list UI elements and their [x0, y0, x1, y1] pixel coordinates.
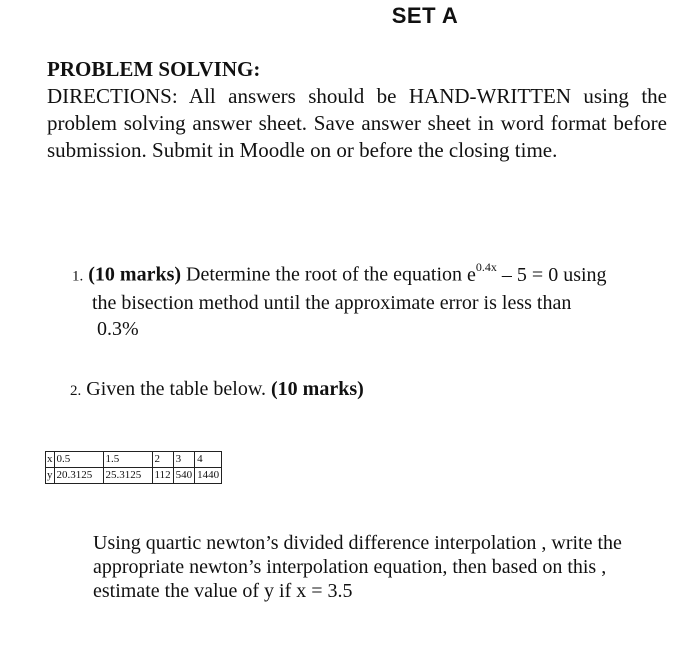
question-2-text: Given the table below.: [81, 378, 272, 400]
set-title: SET A: [391, 3, 459, 28]
table-cell: 20.3125: [54, 468, 103, 484]
equation-base: e: [467, 263, 476, 286]
directions-paragraph: DIRECTIONS: All answers should be HAND-WRITTEN using the problem solving answer sheet. Save answer sheet in word format before submission. Submit in Moodle on or before the closing time.: [47, 84, 667, 162]
equation: [467, 260, 607, 286]
question-1-line-2: the bisection method until the approximate error is less than: [92, 291, 572, 314]
question-1-number: 1.: [72, 268, 84, 285]
equation-exponent: 0.4x: [475, 260, 497, 274]
question-1-line-3: 0.3%: [97, 317, 139, 340]
data-table: [45, 451, 222, 484]
table-cell: 2: [152, 452, 173, 468]
question-1-text: Determine the root of the equation: [181, 263, 468, 286]
table-cell: 1440: [195, 468, 222, 484]
closing-instructions: Using quartic newton’s divided difference interpolation , write the appropriate newton’s interpolation equation, then based on this , estimate the value of y if x = 3.5: [93, 532, 622, 602]
section-heading: PROBLEM SOLVING:: [47, 57, 261, 81]
table-cell: 540: [173, 468, 195, 484]
equation-rest: – 5 = 0 using: [496, 263, 607, 286]
table-cell: 4: [195, 452, 222, 468]
table-label-x: x: [46, 452, 55, 468]
table-cell: 3: [173, 452, 195, 468]
question-2-number: 2.: [70, 383, 82, 399]
table-cell: 25.3125: [103, 468, 152, 484]
question-1: [72, 256, 672, 342]
table-label-y: y: [46, 468, 55, 484]
table-cell: 112: [152, 468, 173, 484]
question-1-marks: (10 marks): [88, 263, 182, 286]
table-cell: 0.5: [54, 452, 103, 468]
table-row-x: [46, 452, 222, 468]
table-row-y: [46, 468, 222, 484]
question-2: [70, 376, 364, 404]
question-2-marks: (10 marks): [271, 378, 364, 400]
table-cell: 1.5: [103, 452, 152, 468]
